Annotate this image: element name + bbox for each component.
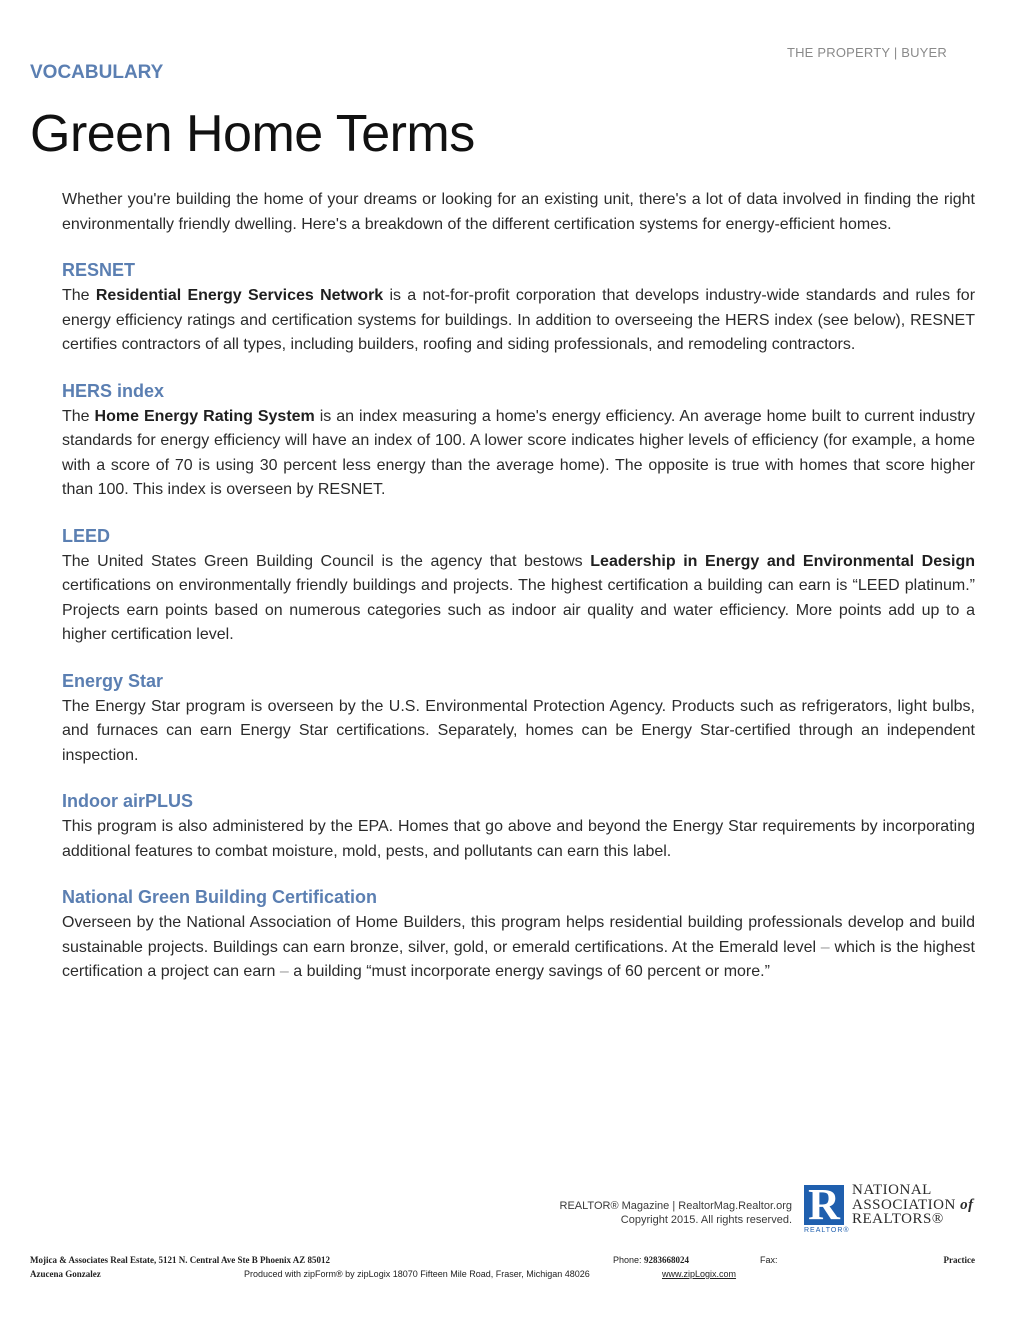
produced-with: Produced with zipForm® by zipLogix 18070 Fifteen Mile Road, Fraser, Michigan 48026 (244, 1269, 590, 1279)
text-run: which is the highest certification a project can earn (62, 938, 975, 980)
text-run: The (62, 287, 96, 304)
realtor-r-icon (804, 1180, 844, 1229)
text-run: a building “must incorporate energy savings of 60 percent or more.” (288, 963, 770, 980)
bold-term: Leadership in Energy and Environmental Design (590, 552, 976, 570)
text-run: The (62, 407, 95, 425)
section-resnet (62, 258, 975, 358)
logo-line: NATIONAL (852, 1182, 932, 1198)
section-hers-index (62, 379, 975, 503)
agent-name: Azucena Gonzalez (30, 1269, 101, 1279)
phone-label: Phone: (613, 1255, 645, 1265)
section-national-green-building (62, 885, 975, 985)
article-body (62, 188, 975, 985)
logo-small-label: REALTOR® (804, 1227, 850, 1234)
section-leed (62, 524, 975, 648)
page-title: Green Home Terms (30, 105, 475, 163)
practice-label: Practice (943, 1255, 975, 1265)
section-heading: National Green Building Certification (62, 887, 378, 907)
section-text (62, 405, 975, 503)
section-heading: RESNET (62, 260, 136, 280)
credit-line: REALTOR® Magazine | RealtorMag.Realtor.org (559, 1200, 792, 1212)
footer-row (30, 1267, 975, 1281)
copyright-line: Copyright 2015. All rights reserved. (620, 1214, 792, 1226)
intro-paragraph: Whether you're building the home of your dreams or looking for an existing unit, there's a lot of data involved in finding the right environmentally friendly dwelling. Here's a breakdown of the different certification systems for energy-efficient homes. (62, 191, 975, 233)
company-address: Mojica & Associates Real Estate, 5121 N. Central Ave Ste B Phoenix AZ 85012 (30, 1255, 331, 1265)
section-heading: HERS index (62, 380, 165, 401)
section-energy-star (62, 669, 975, 769)
section-text (62, 911, 975, 985)
logo-line-suffix: of (960, 1196, 974, 1213)
section-text (62, 550, 975, 648)
logo-letter: R (808, 1180, 840, 1229)
bold-term: Home Energy Rating System (94, 407, 315, 425)
dash: – (820, 938, 830, 956)
dash: – (279, 963, 289, 980)
ziplogix-link[interactable]: www.zipLogix.com (662, 1269, 737, 1279)
logo-line: REALTORS® (852, 1211, 944, 1227)
section-text: This program is also administered by the EPA. Homes that go above and beyond the Energy Star requirements by incorporating additional features to combat moisture, mold, pests, and pollutants can earn this label. (62, 818, 975, 860)
text-run: is an index measuring a home's energy efficiency. An average home built to current industry standards for energy efficiency will have an index of 100. A lower score indicates higher levels of efficiency (for example, a home with a score of 70 is using 30 percent less energy than the average home). The opposite is true with homes that score higher than 100. This index is overseen by RESNET. (62, 407, 976, 498)
nar-logo (804, 1180, 984, 1235)
phone (613, 1253, 689, 1267)
section-heading: LEED (62, 525, 111, 546)
section-heading: Energy Star (62, 670, 164, 691)
section-text (62, 284, 975, 358)
phone-number: 9283668024 (644, 1255, 690, 1265)
logo-wordmark (852, 1183, 974, 1227)
section-heading: Indoor airPLUS (62, 791, 194, 811)
document-category-tag: THE PROPERTY | BUYER (786, 45, 947, 60)
text-run: The United States Green Building Council is the agency that bestows (62, 552, 591, 570)
footer-row (30, 1253, 975, 1267)
section-kicker: VOCABULARY (30, 62, 164, 83)
fax-label: Fax: (760, 1255, 778, 1265)
text-run: certifications on environmentally friendly buildings and projects. The highest certification a building can earn is “LEED platinum.” Projects earn points based on numerous categories such as indoor air quality and water efficiency. More points add up to a higher certification level. (62, 577, 975, 643)
section-indoor-airplus (62, 789, 975, 864)
text-run: is a not-for-profit corporation that develops industry-wide standards and rules for energy efficiency ratings and certification systems for buildings. In addition to overseeing the HERS index (see below), RESNET certifies contractors of all types, including builders, roofing and siding professionals, and remodeling contractors. (62, 287, 976, 353)
text-run: Overseen by the National Association of Home Builders, this program helps residential building professionals develop and build sustainable projects. Buildings can earn bronze, silver, gold, or emerald certifications. At the Emerald level (62, 914, 975, 956)
page-footer (30, 1253, 975, 1281)
logo-line (852, 1198, 974, 1213)
magazine-credit (540, 1199, 792, 1227)
logo-line-text: ASSOCIATION (852, 1196, 956, 1213)
bold-term: Residential Energy Services Network (95, 287, 384, 304)
section-text: The Energy Star program is overseen by the U.S. Environmental Protection Agency. Products such as refrigerators, light bulbs, and furnaces can earn Energy Star certifications. Separately, homes can be Energy Star-certified through an independent inspection. (62, 697, 975, 764)
